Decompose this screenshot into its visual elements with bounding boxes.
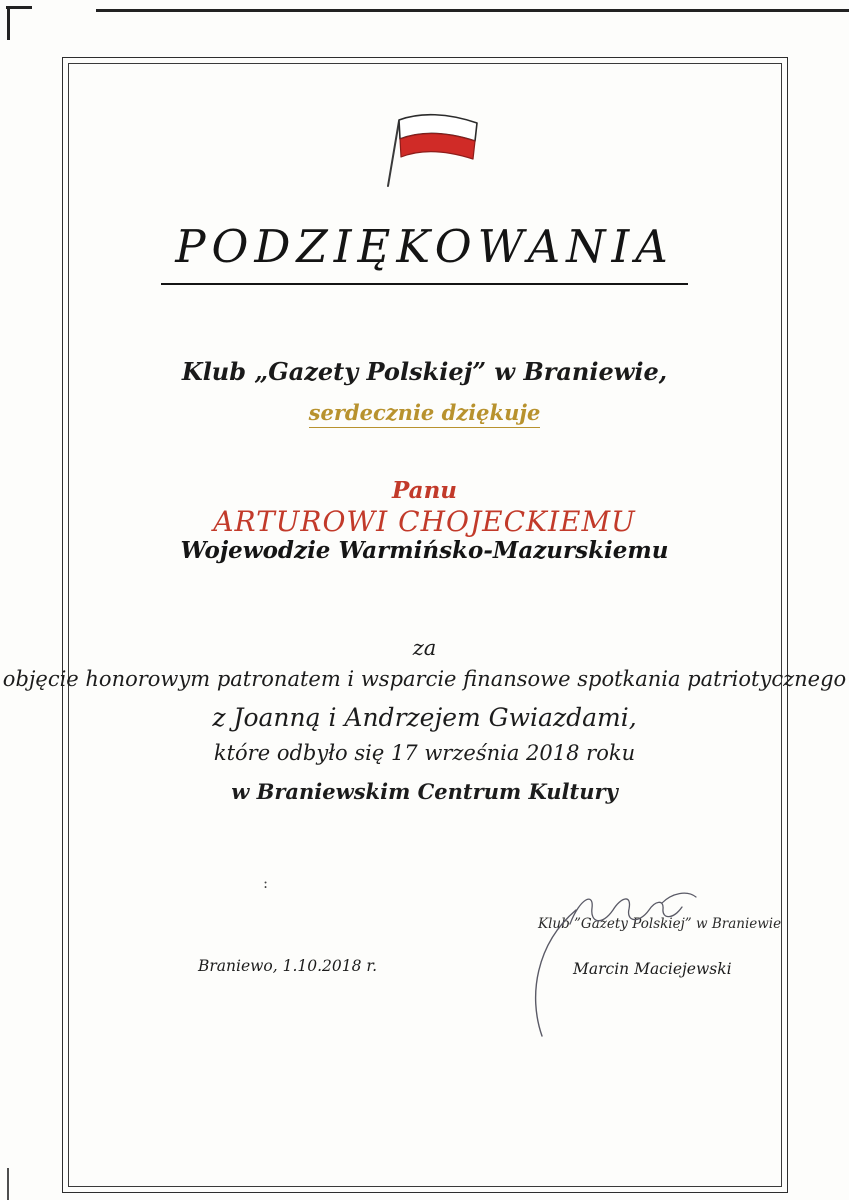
scan-artifact-left-corner-horizontal [6,6,32,9]
signer-name: Marcin Maciejewski [573,960,732,978]
place-date: Braniewo, 1.10.2018 r. [198,957,378,975]
reason-line-2: z Joanną i Andrzejem Gwiazdami, [212,703,637,732]
reason-line-1: objęcie honorowym patronatem i wsparcie finansowe spotkania patriotycznego [2,667,847,691]
thanks-line-text: serdecznie dziękuje [309,400,541,428]
scan-artifact-top-line [96,9,849,12]
stray-ink-mark: : [263,874,269,892]
club-line: Klub „Gazety Polskiej” w Braniewie, [181,357,668,386]
recipient-salutation: Panu [391,477,458,504]
recipient-name: ARTUROWI CHOJECKIEMU [213,505,636,538]
page-title [0,220,849,285]
page-title-text: PODZIĘKOWANIA [161,220,688,285]
reason-preposition: za [412,636,437,660]
scan-artifact-left-corner-vertical [7,6,10,40]
signer-organisation: Klub ”Gazety Polskiej” w Braniewie [538,916,782,932]
thanks-line [0,400,849,428]
scan-artifact-bottom-left [7,1168,9,1200]
polish-flag-icon [382,110,484,192]
reason-line-4: w Braniewskim Centrum Kultury [231,779,618,804]
handwritten-signature [512,868,742,1043]
reason-line-3: które odbyło się 17 września 2018 roku [213,741,636,765]
recipient-title: Wojewodzie Warmińsko-Mazurskiemu [180,537,669,564]
